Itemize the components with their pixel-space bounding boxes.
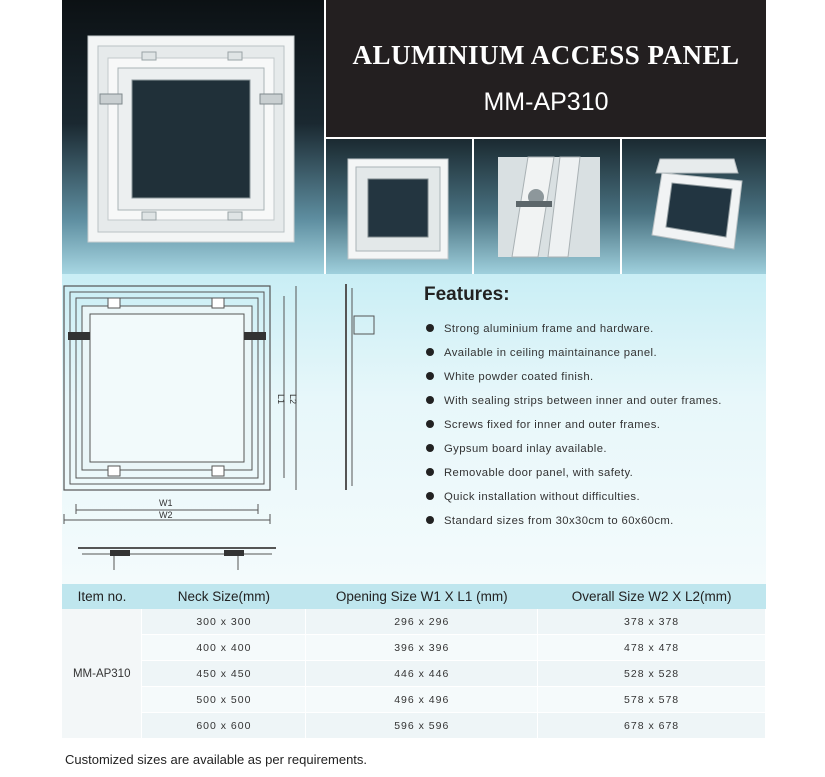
details-section	[62, 274, 766, 584]
customization-note: Customized sizes are available as per requirements.	[65, 752, 368, 767]
neck-size-cell: 450 x 450	[142, 661, 306, 687]
feature-item: With sealing strips between inner and outer frames.	[424, 392, 722, 416]
dimension-l2-label: L2	[288, 394, 298, 405]
neck-size-cell: 600 x 600	[142, 713, 306, 739]
dimension-w2-label: W2	[159, 510, 173, 520]
item-number-cell: MM-AP310	[62, 609, 142, 739]
thumbnail-front-view	[326, 139, 472, 274]
table-row	[62, 609, 766, 635]
opening-size-cell: 496 x 496	[306, 687, 538, 713]
title-block	[326, 0, 766, 137]
features-heading: Features:	[424, 284, 510, 305]
product-title: ALUMINIUM ACCESS PANEL	[352, 40, 740, 70]
thumbnail-open-view	[622, 139, 766, 274]
table-row	[62, 687, 766, 713]
table-header-row	[62, 584, 766, 609]
technical-drawing	[62, 274, 382, 584]
neck-size-cell: 500 x 500	[142, 687, 306, 713]
opening-size-cell: 446 x 446	[306, 661, 538, 687]
feature-item: Gypsum board inlay available.	[424, 440, 722, 464]
feature-item: White powder coated finish.	[424, 368, 722, 392]
features-list	[424, 320, 722, 536]
feature-item: Quick installation without difficulties.	[424, 488, 722, 512]
overall-size-cell: 678 x 678	[538, 713, 766, 739]
product-model: MM-AP310	[483, 88, 609, 116]
dimension-l1-label: L1	[276, 394, 286, 405]
feature-item: Screws fixed for inner and outer frames.	[424, 416, 722, 440]
header-overall-size: Overall Size W2 X L2(mm)	[538, 584, 766, 609]
dimension-w1-label: W1	[159, 498, 173, 508]
opening-size-cell: 296 x 296	[306, 609, 538, 635]
size-table	[62, 584, 766, 739]
neck-size-cell: 300 x 300	[142, 609, 306, 635]
feature-item: Standard sizes from 30x30cm to 60x60cm.	[424, 512, 722, 536]
header-neck-size: Neck Size(mm)	[142, 584, 306, 609]
header-item-no: Item no.	[62, 584, 142, 609]
feature-item: Available in ceiling maintainance panel.	[424, 344, 722, 368]
overall-size-cell: 378 x 378	[538, 609, 766, 635]
hero-banner	[62, 0, 766, 274]
header-opening-size: Opening Size W1 X L1 (mm)	[306, 584, 538, 609]
opening-size-cell: 596 x 596	[306, 713, 538, 739]
thumbnail-strip	[326, 139, 766, 274]
overall-size-cell: 578 x 578	[538, 687, 766, 713]
table-row	[62, 635, 766, 661]
neck-size-cell: 400 x 400	[142, 635, 306, 661]
access-panel-photo	[62, 0, 324, 274]
main-product-photo	[62, 0, 324, 274]
overall-size-cell: 478 x 478	[538, 635, 766, 661]
feature-item: Strong aluminium frame and hardware.	[424, 320, 722, 344]
table-row	[62, 661, 766, 687]
opening-size-cell: 396 x 396	[306, 635, 538, 661]
overall-size-cell: 528 x 528	[538, 661, 766, 687]
thumbnail-hinge-detail	[474, 139, 620, 274]
table-row	[62, 713, 766, 739]
feature-item: Removable door panel, with safety.	[424, 464, 722, 488]
